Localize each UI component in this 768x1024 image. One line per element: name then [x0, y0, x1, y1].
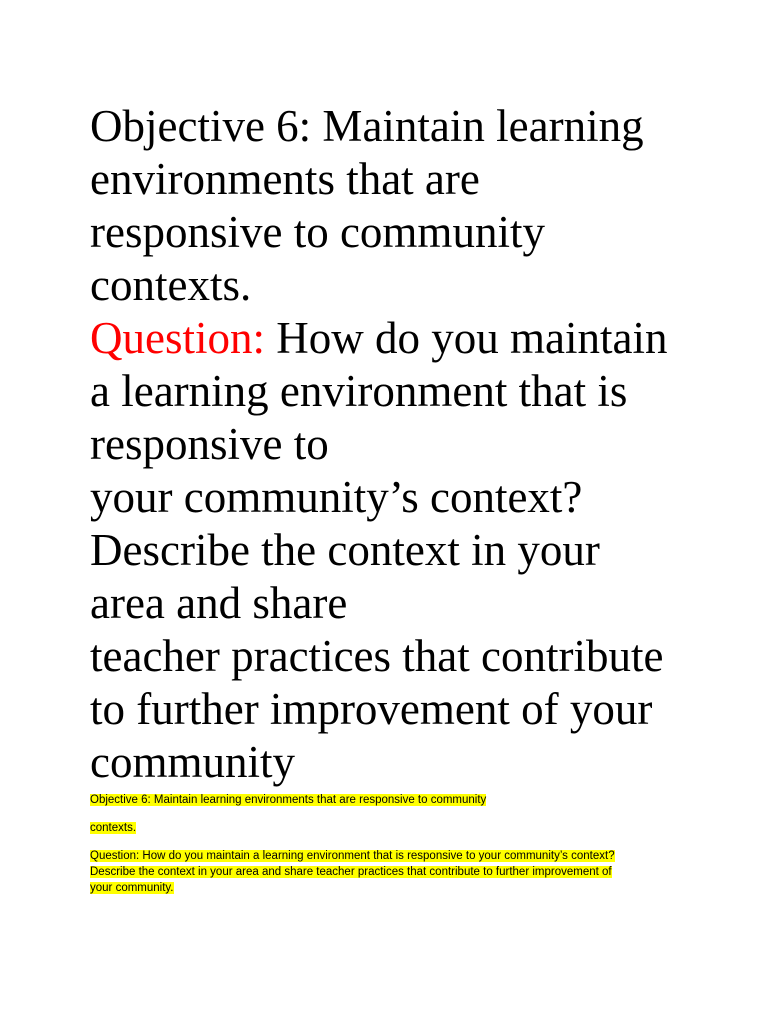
- objective-line: responsive to community: [90, 207, 545, 257]
- objective-question-heading: [90, 100, 730, 789]
- objective-line: Objective 6: Maintain learning: [90, 101, 644, 151]
- spacer: [90, 836, 690, 848]
- question-first-line: [90, 312, 730, 365]
- question-line: responsive to: [90, 419, 329, 469]
- objective-line: environments that are: [90, 154, 480, 204]
- objective-line: contexts.: [90, 260, 252, 310]
- highlighted-contexts-line: contexts.: [90, 822, 137, 834]
- question-line: your community’s context?: [90, 472, 583, 522]
- question-line: teacher practices that contribute: [90, 631, 664, 681]
- question-text: [90, 312, 730, 789]
- question-line: area and share: [90, 578, 348, 628]
- question-line: to further improvement of your: [90, 684, 653, 734]
- question-first-line-rest: How do you maintain: [265, 313, 668, 363]
- objective-text: [90, 100, 730, 312]
- question-line: community: [90, 737, 295, 787]
- highlighted-objective: [90, 792, 690, 808]
- question-line: Describe the context in your: [90, 525, 600, 575]
- question-label: Question:: [90, 313, 265, 363]
- question-line: a learning environment that is: [90, 366, 628, 416]
- highlighted-question-line: Describe the context in your area and share teacher practices that contribute to further improvement of: [90, 866, 612, 878]
- highlighted-summary: [90, 792, 690, 896]
- highlighted-contexts: [90, 820, 690, 836]
- highlighted-question-line: Question: How do you maintain a learning environment that is responsive to your community’s context?: [90, 850, 615, 862]
- spacer: [90, 808, 690, 820]
- highlighted-question-line: your community.: [90, 882, 174, 894]
- highlighted-objective-line: Objective 6: Maintain learning environments that are responsive to community: [90, 794, 487, 806]
- highlighted-question: [90, 848, 690, 896]
